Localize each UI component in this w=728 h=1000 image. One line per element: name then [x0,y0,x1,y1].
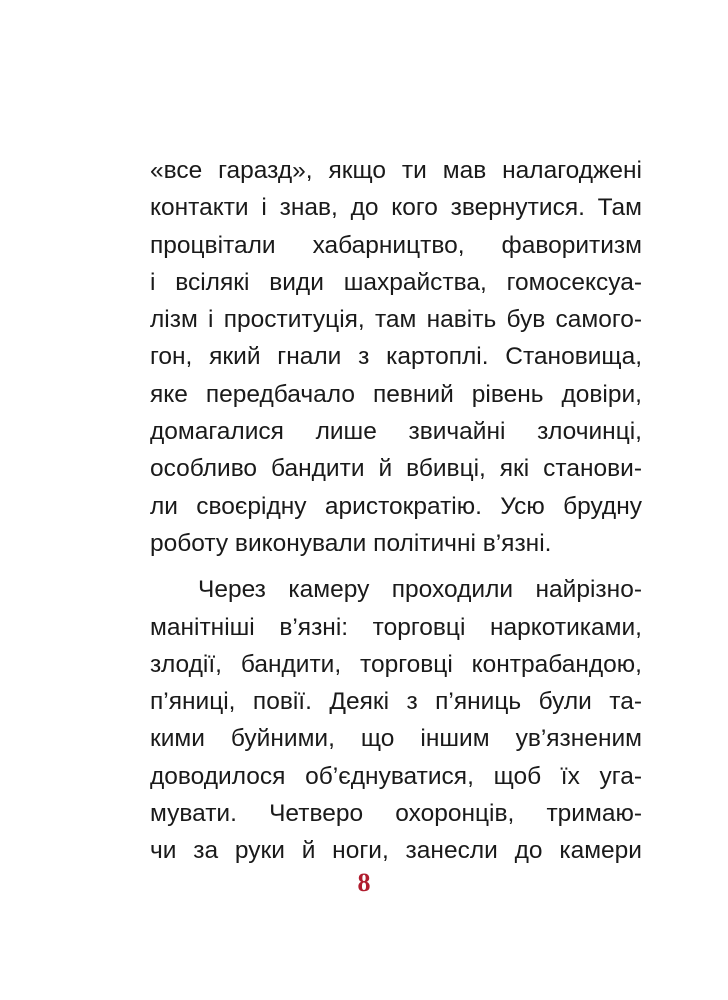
paragraph-2 [150,571,642,869]
text-line: ли своєрідну аристократію. Усю брудну [150,492,642,520]
paragraph-1 [150,152,642,562]
text-line: мувати. Четверо охоронців, тримаю- [150,800,642,828]
paragraph-gap [150,562,642,571]
text-line: процвітали хабарництво, фаворитизм [150,231,642,259]
text-line: «все гаразд», якщо ти мав налагоджені [150,157,642,184]
text-line: роботу виконували політичні в’язні. [150,529,552,557]
text-line: і всілякі види шахрайства, гомосексуа- [150,268,642,296]
text-line: яке передбачало певний рівень довіри, [150,380,642,408]
text-line: особливо бандити й вбивці, які станови- [150,455,642,483]
text-line: Через камеру проходили найрізно- [198,576,642,604]
text-line: доводилося об’єднуватися, щоб їх уга- [150,762,642,790]
text-line: лізм і проституція, там навіть був самого- [150,306,642,334]
text-line: гон, який гнали з картоплі. Становища, [150,343,642,371]
text-line: манітніші в’язні: торговці наркотиками, [150,613,642,641]
text-line: кими буйними, що іншим ув’язненим [150,725,642,753]
text-line: чи за руки й ноги, занесли до камери [150,837,642,865]
text-line: домагалися лише звичайні злочинці, [150,418,642,446]
page-number: 8 [357,868,371,897]
text-line: п’яниці, повії. Деякі з п’яниць були та- [150,688,642,716]
body-text [150,152,642,870]
text-line: злодії, бандити, торговці контрабандою, [150,650,642,678]
text-line: контакти і знав, до кого звернутися. Там [150,194,642,222]
